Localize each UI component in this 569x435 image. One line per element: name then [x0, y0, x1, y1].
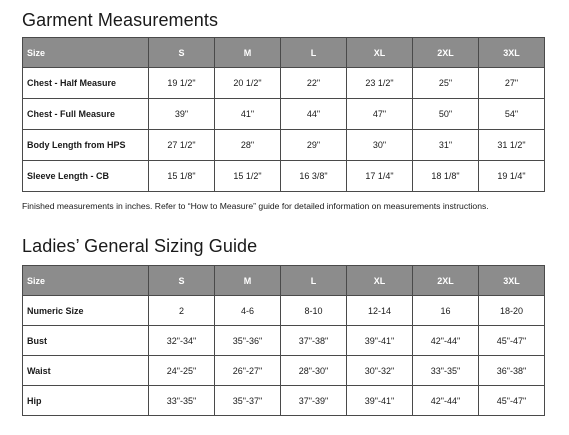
- table-cell: 35"-37": [215, 386, 281, 416]
- table-cell: 15 1/2": [215, 161, 281, 192]
- header-cell-size: Size: [23, 38, 149, 68]
- table-cell: 18 1/8": [413, 161, 479, 192]
- table-header-row: [23, 266, 545, 296]
- garment-measurements-table: [22, 37, 545, 192]
- table-cell: 36"-38": [479, 356, 545, 386]
- table-cell: 30"-32": [347, 356, 413, 386]
- table-cell: 45"-47": [479, 386, 545, 416]
- table-cell: 35"-36": [215, 326, 281, 356]
- table-row: [23, 326, 545, 356]
- table-cell: 26"-27": [215, 356, 281, 386]
- table-cell: 42"-44": [413, 386, 479, 416]
- ladies-sizing-guide-title: Ladies’ General Sizing Guide: [22, 236, 258, 256]
- table-cell: 17 1/4": [347, 161, 413, 192]
- header-cell-s: S: [149, 266, 215, 296]
- table-cell: 29": [281, 130, 347, 161]
- header-cell-l: L: [281, 38, 347, 68]
- table-cell: 50": [413, 99, 479, 130]
- row-label: Chest - Half Measure: [23, 68, 149, 99]
- ladies-sizing-guide-table: [22, 265, 545, 416]
- table-cell: 18-20: [479, 296, 545, 326]
- table-cell: 37"-39": [281, 386, 347, 416]
- table-row: [23, 386, 545, 416]
- header-cell-3xl: 3XL: [479, 38, 545, 68]
- table-row: [23, 99, 545, 130]
- table-cell: 19 1/2": [149, 68, 215, 99]
- table-cell: 23 1/2": [347, 68, 413, 99]
- table-cell: 39"-41": [347, 386, 413, 416]
- table-header-row: [23, 38, 545, 68]
- table-cell: 33"-35": [413, 356, 479, 386]
- table-cell: 39": [149, 99, 215, 130]
- table-cell: 12-14: [347, 296, 413, 326]
- header-cell-m: M: [215, 38, 281, 68]
- header-cell-s: S: [149, 38, 215, 68]
- table-cell: 33"-35": [149, 386, 215, 416]
- measurement-note: Finished measurements in inches. Refer to “How to Measure” guide for detailed information on measurements instructions.: [22, 201, 489, 211]
- table-cell: 28"-30": [281, 356, 347, 386]
- row-label: Numeric Size: [23, 296, 149, 326]
- table-row: [23, 356, 545, 386]
- table-cell: 19 1/4": [479, 161, 545, 192]
- row-label: Bust: [23, 326, 149, 356]
- table-cell: 54": [479, 99, 545, 130]
- table-cell: 31 1/2": [479, 130, 545, 161]
- table-cell: 45"-47": [479, 326, 545, 356]
- table-row: [23, 296, 545, 326]
- table-cell: 20 1/2": [215, 68, 281, 99]
- row-label: Hip: [23, 386, 149, 416]
- table-row: [23, 68, 545, 99]
- table-cell: 47": [347, 99, 413, 130]
- table-cell: 25": [413, 68, 479, 99]
- table-cell: 42"-44": [413, 326, 479, 356]
- table-cell: 44": [281, 99, 347, 130]
- header-cell-2xl: 2XL: [413, 266, 479, 296]
- table-cell: 32"-34": [149, 326, 215, 356]
- table-cell: 22": [281, 68, 347, 99]
- header-cell-2xl: 2XL: [413, 38, 479, 68]
- table-cell: 37"-38": [281, 326, 347, 356]
- header-cell-xl: XL: [347, 38, 413, 68]
- table-row: [23, 161, 545, 192]
- row-label: Sleeve Length - CB: [23, 161, 149, 192]
- header-cell-xl: XL: [347, 266, 413, 296]
- table-cell: 39"-41": [347, 326, 413, 356]
- table-cell: 2: [149, 296, 215, 326]
- table-cell: 27": [479, 68, 545, 99]
- table-cell: 41": [215, 99, 281, 130]
- row-label: Chest - Full Measure: [23, 99, 149, 130]
- table-cell: 30": [347, 130, 413, 161]
- table-cell: 4-6: [215, 296, 281, 326]
- table-cell: 28": [215, 130, 281, 161]
- table-cell: 24"-25": [149, 356, 215, 386]
- garment-measurements-title: Garment Measurements: [22, 10, 219, 30]
- table-cell: 15 1/8": [149, 161, 215, 192]
- table-cell: 27 1/2": [149, 130, 215, 161]
- header-cell-m: M: [215, 266, 281, 296]
- row-label: Waist: [23, 356, 149, 386]
- header-cell-size: Size: [23, 266, 149, 296]
- table-cell: 8-10: [281, 296, 347, 326]
- row-label: Body Length from HPS: [23, 130, 149, 161]
- table-cell: 31": [413, 130, 479, 161]
- table-cell: 16 3/8": [281, 161, 347, 192]
- table-cell: 16: [413, 296, 479, 326]
- header-cell-3xl: 3XL: [479, 266, 545, 296]
- header-cell-l: L: [281, 266, 347, 296]
- table-row: [23, 130, 545, 161]
